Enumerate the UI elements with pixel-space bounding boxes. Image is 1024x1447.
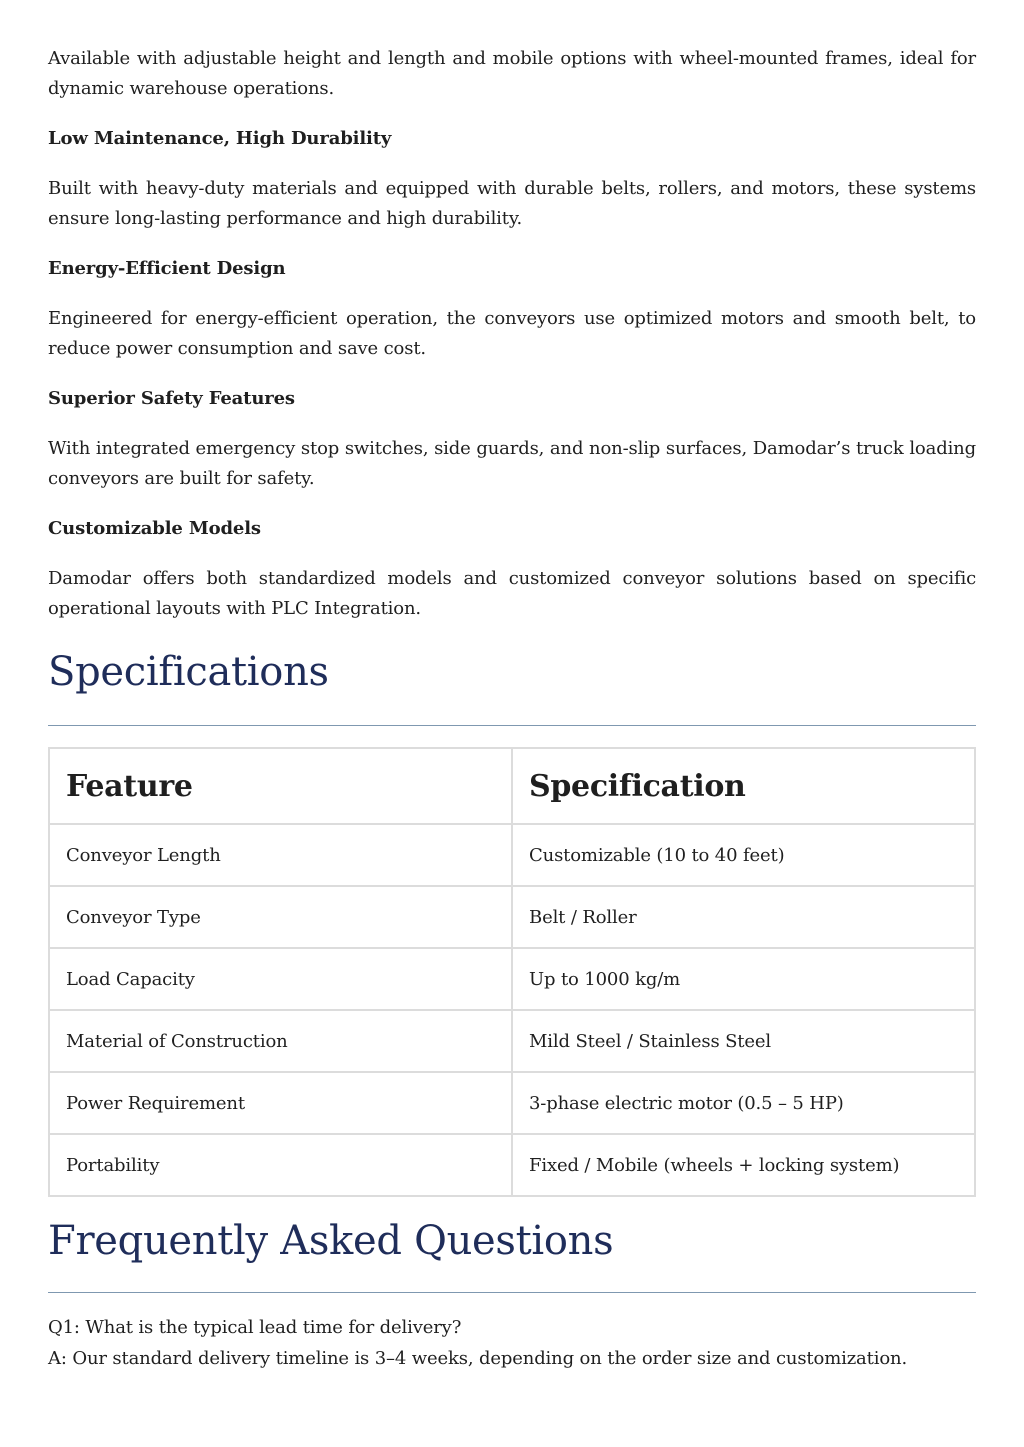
table-cell-specification: Up to 1000 kg/m <box>512 948 975 1010</box>
table-row <box>49 1010 975 1072</box>
feature-heading-custom: Customizable Models <box>48 518 261 539</box>
table-row <box>49 824 975 886</box>
table-cell-feature: Portability <box>49 1134 512 1196</box>
table-row <box>49 1134 975 1196</box>
intro-paragraph: Available with adjustable height and length and mobile options with wheel-mounted frames, ideal for dynamic warehouse operations. <box>48 48 976 99</box>
table-cell-specification: Customizable (10 to 40 feet) <box>512 824 975 886</box>
faq-question: Q1: What is the typical lead time for delivery? <box>48 1317 462 1338</box>
feature-text-durability: Built with heavy-duty materials and equipped with durable belts, rollers, and motors, these systems ensure long-lasting performance and high durability. <box>48 178 976 229</box>
specifications-table <box>48 747 976 1197</box>
table-header-row <box>49 748 975 824</box>
table-cell-feature: Conveyor Type <box>49 886 512 948</box>
feature-text-energy: Engineered for energy-efficient operation, the conveyors use optimized motors and smooth belt, to reduce power consumption and save cost. <box>48 308 976 359</box>
table-row <box>49 948 975 1010</box>
feature-text-safety: With integrated emergency stop switches, side guards, and non-slip surfaces, Damodar’s truck loading conveyors are built for safety. <box>48 438 976 489</box>
table-cell-feature: Conveyor Length <box>49 824 512 886</box>
table-cell-specification: Mild Steel / Stainless Steel <box>512 1010 975 1072</box>
table-header-specification: Specification <box>512 748 975 824</box>
feature-heading-durability: Low Maintenance, High Durability <box>48 128 392 149</box>
table-row <box>49 1072 975 1134</box>
table-cell-feature: Material of Construction <box>49 1010 512 1072</box>
faq-answer: A: Our standard delivery timeline is 3–4 weeks, depending on the order size and customization. <box>48 1348 908 1369</box>
table-cell-feature: Load Capacity <box>49 948 512 1010</box>
table-cell-specification: Fixed / Mobile (wheels + locking system) <box>512 1134 975 1196</box>
table-cell-specification: Belt / Roller <box>512 886 975 948</box>
table-cell-specification: 3-phase electric motor (0.5 – 5 HP) <box>512 1072 975 1134</box>
specifications-title: Specifications <box>48 649 329 695</box>
faq-title: Frequently Asked Questions <box>48 1218 614 1264</box>
table-row <box>49 886 975 948</box>
document-content <box>48 44 976 1374</box>
table-cell-feature: Power Requirement <box>49 1072 512 1134</box>
feature-heading-energy: Energy-Efficient Design <box>48 258 286 279</box>
table-header-feature: Feature <box>49 748 512 824</box>
feature-text-custom: Damodar offers both standardized models and customized conveyor solutions based on specific operational layouts with PLC Integration. <box>48 568 976 619</box>
feature-heading-safety: Superior Safety Features <box>48 388 295 409</box>
